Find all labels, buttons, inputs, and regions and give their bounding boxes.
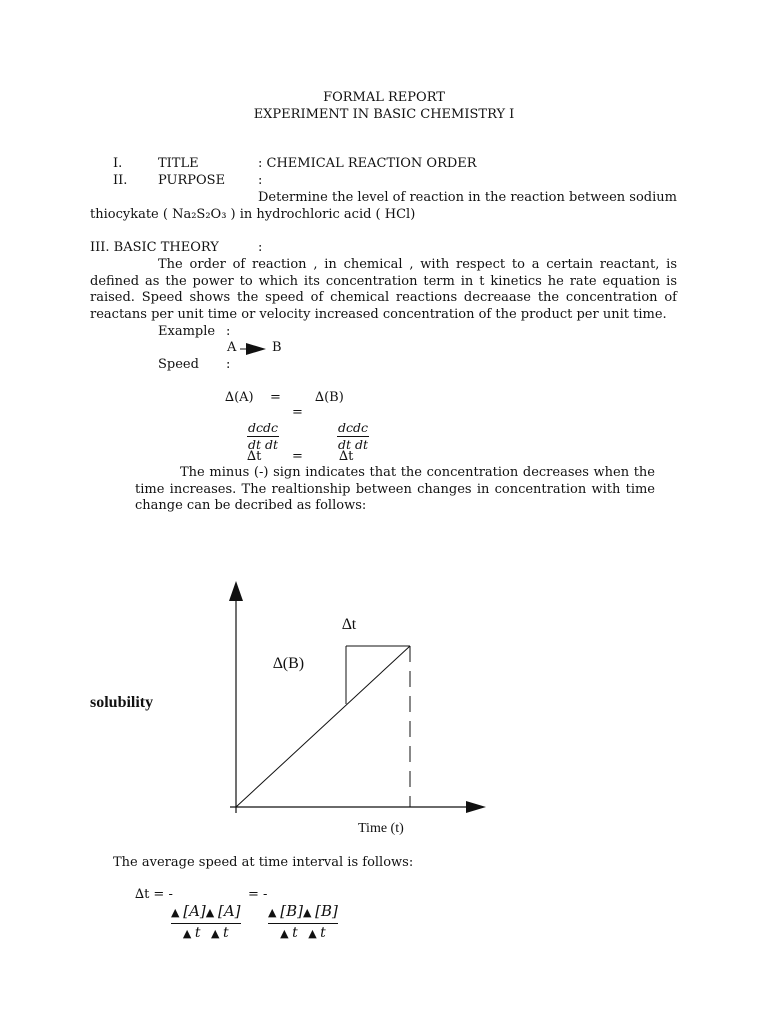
section-theory-heading: III. BASIC THEORY [90,240,219,255]
graph-y-axis-label: solubility [90,694,154,711]
section-title-label: TITLE [158,156,199,171]
example-label: Example [158,324,216,339]
fraction-numerator: dcdc [338,420,369,435]
average-speed-equals: = - [248,887,268,902]
graph-x-axis-label: Time (t) [358,821,404,836]
equation-delta-b: ∆(B) [315,390,344,405]
delta-icon: ▲ [302,906,312,919]
fraction-delta-b-over-delta-t [268,901,338,943]
delta-icon: ▲ [211,927,220,940]
delta-icon: ▲ [171,906,180,919]
example-colon: : [226,324,231,339]
fraction-numerator: ▲ [A]▲ [A] [171,901,241,924]
equation-delta-t-right: ∆t [339,449,354,464]
section-purpose-label: PURPOSE [158,173,226,188]
delta-icon: ▲ [280,927,289,940]
fraction-dc-dt-left [247,420,279,452]
fraction-denominator: dt dt [247,437,279,452]
equation-equals-3: = [292,449,303,464]
average-speed-lhs: ∆t = - [135,887,173,902]
reaction-product: B [272,340,282,355]
theory-paragraph: The order of reaction , in chemical , with respect to a certain reactant, is defined as the power to which its concentration term in t kinetics he rate equation is raised. Speed shows the speed of chemical reactions decreaase the concentration of reactans per unit time or velocity increased concentration of the product per unit time. [90,257,677,323]
section-purpose-number: II. [113,173,128,188]
average-speed-text: The average speed at time interval is follows: [113,855,414,870]
fraction-delta-a-over-delta-t [171,901,241,943]
speed-colon: : [226,357,231,372]
fraction-numerator: ▲ [B]▲ [B] [268,901,338,924]
concentration-time-graph [220,575,490,820]
equation-equals-2: = [292,405,303,420]
y-axis-arrowhead [229,581,243,601]
delta-icon: ▲ [268,906,277,919]
report-subheading: EXPERIMENT IN BASIC CHEMISTRY I [253,107,515,122]
fraction-denominator: dt dt [337,437,369,452]
equation-delta-t-left: ∆t [247,449,262,464]
graph-delta-t-label: ∆t [342,616,357,633]
fraction-denominator: ▲ t ▲ t [280,925,326,941]
theory-paragraph-2: The minus (-) sign indicates that the concentration decreases when the time increases. The realtionship between changes in concentration with time change can be decribed as follows: [135,465,655,514]
purpose-text: Determine the level of reaction in the reaction between sodium thiocykate ( Na₂S₂O₃ ) in hydrochloric acid ( HCl) [90,190,677,222]
x-axis-arrowhead [466,801,486,813]
reaction-reactant: A [227,340,237,355]
speed-label: Speed [158,357,199,372]
graph-delta-b-label: ∆(B) [273,655,305,672]
equation-delta-a: ∆(A) [225,390,254,405]
section-purpose-colon: : [258,173,263,188]
delta-icon: ▲ [182,927,192,940]
delta-icon: ▲ [308,927,317,940]
fraction-denominator: ▲ t ▲ t [182,925,229,941]
equation-equals: = [270,390,281,405]
fraction-dc-dt-right [337,420,369,452]
section-title-number: I. [113,156,123,171]
delta-icon: ▲ [205,906,215,919]
concentration-line [236,646,410,807]
arrow-right-icon [240,342,268,356]
report-heading: FORMAL REPORT [323,90,445,105]
fraction-numerator: dcdc [248,420,279,435]
section-theory-colon: : [258,240,263,255]
section-title-value: : CHEMICAL REACTION ORDER [258,156,477,171]
